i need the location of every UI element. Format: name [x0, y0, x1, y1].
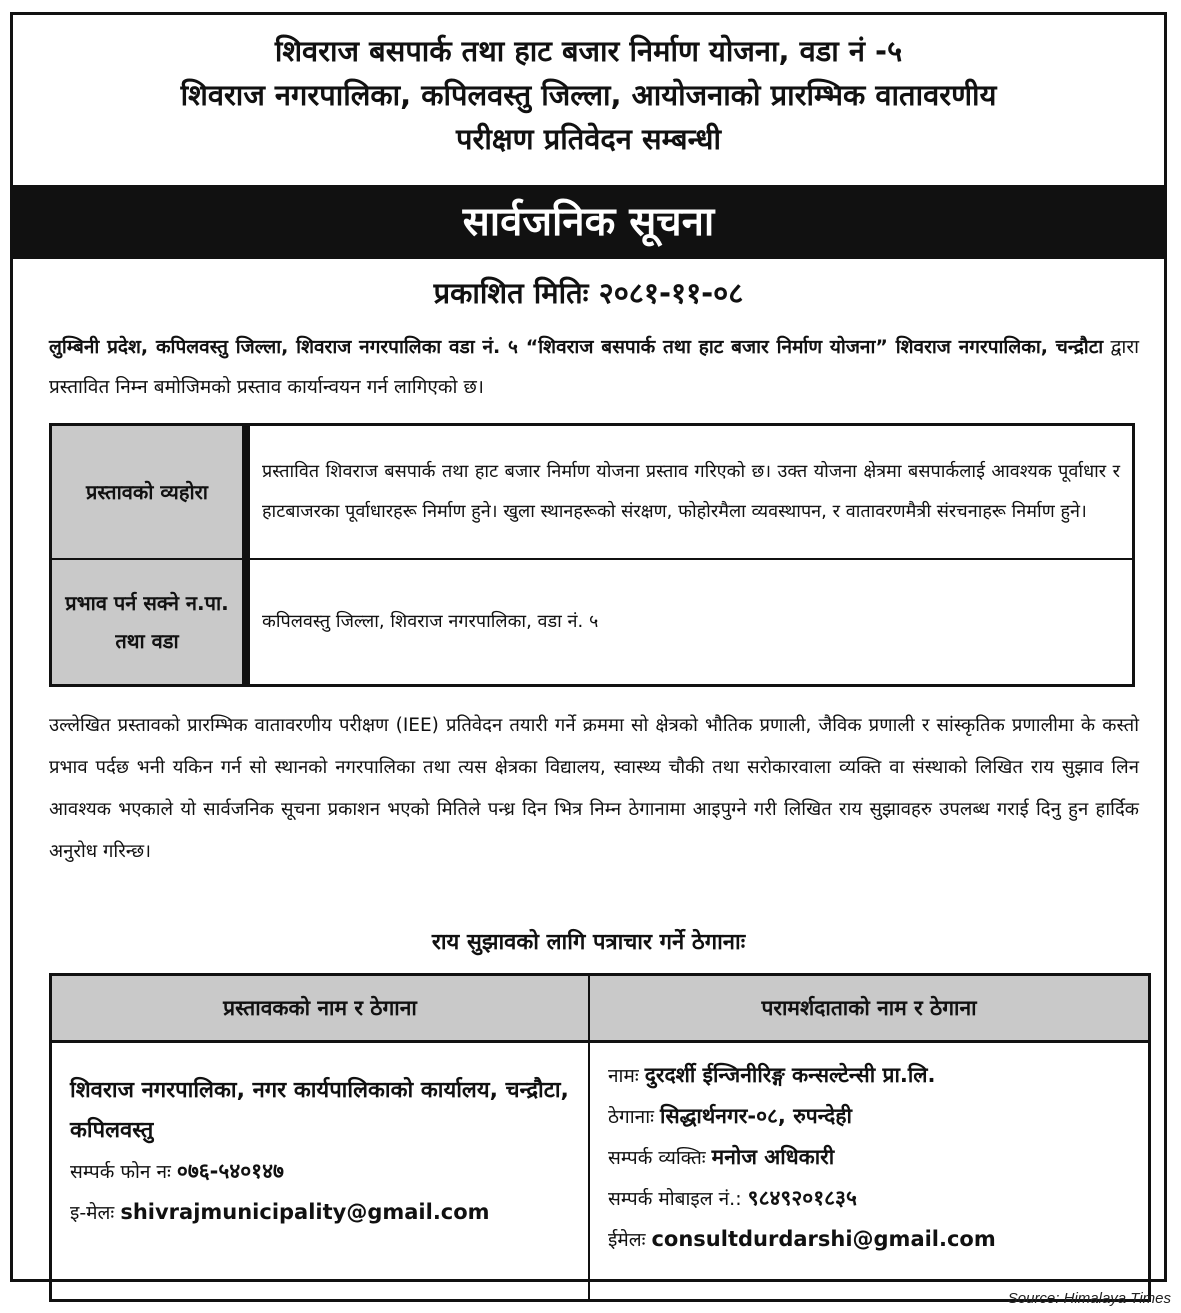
proponent-phone-label: सम्पर्क फोन नः	[70, 1161, 171, 1183]
intro-paragraph	[49, 327, 1139, 407]
consultant-email-label: ईमेलः	[608, 1229, 646, 1251]
contacts-table	[49, 973, 1151, 1302]
consultant-mobile: ९८४९२०१८३५	[747, 1186, 857, 1210]
contacts-header-row	[51, 975, 1150, 1042]
impact-area-value: कपिलवस्तु जिल्ला, शिवराज नगरपालिका, वडा नं. ५	[246, 559, 1134, 686]
proponent-cell	[51, 1042, 590, 1301]
proponent-phone: ०७६-५४०१४७	[176, 1159, 284, 1183]
proponent-email-line	[70, 1192, 570, 1233]
proposal-description: प्रस्तावित शिवराज बसपार्क तथा हाट बजार निर्माण योजना प्रस्ताव गरिएको छ। उक्त योजना क्षेत्रमा बसपार्कलाई आवश्यक पूर्वाधार र हाटबाजरका पूर्वाधारहरू निर्माण हुने। खुला स्थानहरूको संरक्षण, फोहोरमैला व्यवस्थापन, र वातावरणमैत्री संरचनाहरू निर्माण हुने।	[246, 425, 1134, 560]
consultant-header: परामर्शदाताको नाम र ठेगाना	[589, 975, 1150, 1042]
proponent-office: शिवराज नगरपालिका, नगर कार्यपालिकाको कार्यालय, चन्द्रौटा, कपिलवस्तु	[70, 1078, 569, 1143]
consultant-mobile-label: सम्पर्क मोबाइल नं.:	[608, 1188, 742, 1210]
proponent-email-label: इ-मेलः	[70, 1202, 115, 1224]
proponent-phone-line	[70, 1151, 570, 1192]
header-line-1: शिवराज बसपार्क तथा हाट बजार निर्माण योजना, वडा नं -५	[274, 34, 903, 68]
consultant-address-label: ठेगानाः	[608, 1106, 654, 1128]
consultant-address-line	[608, 1096, 1130, 1137]
proponent-email: shivrajmunicipality@gmail.com	[120, 1200, 490, 1224]
notice-banner: सार्वजनिक सूचना	[13, 185, 1164, 259]
intro-lead: लुम्बिनी प्रदेश, कपिलवस्तु जिल्ला, शिवराज नगरपालिका वडा नं. ५ “शिवराज बसपार्क तथा हाट बजार निर्माण योजना” शिवराज नगरपालिका, चन्द्रौटा	[49, 336, 1104, 358]
public-notice	[10, 12, 1167, 1282]
consultant-name-line	[608, 1055, 1130, 1096]
consultant-name-label: नामः	[608, 1065, 639, 1087]
proposal-table	[49, 423, 1135, 687]
consultant-person-line	[608, 1137, 1130, 1178]
intro-rest: द्वारा प्रस्तावित निम्न बमोजिमको प्रस्ताव कार्यान्वयन गर्न लागिएको छ।	[49, 336, 1140, 398]
consultant-person-label: सम्पर्क व्यक्तिः	[608, 1147, 706, 1169]
consultant-name: दुरदर्शी ईन्जिनीरिङ्ग कन्सल्टेन्सी प्रा.लि.	[644, 1063, 936, 1087]
contacts-body-row	[51, 1042, 1150, 1301]
consultant-cell	[589, 1042, 1150, 1301]
published-date: प्रकाशित मितिः २०८१-११-०८	[433, 276, 744, 310]
consultant-email-line	[608, 1219, 1130, 1260]
consultant-email: consultdurdarshi@gmail.com	[651, 1227, 996, 1251]
source-credit: Source: Himalaya Times	[1007, 1290, 1171, 1307]
consultant-address: सिद्धार्थनगर-०८, रुपन्देही	[660, 1104, 852, 1128]
contact-heading: राय सुझावको लागि पत्राचार गर्ने ठेगानाः	[431, 930, 746, 955]
impact-area-label: प्रभाव पर्न सक्ने न.पा. तथा वडा	[51, 559, 247, 686]
table-row	[51, 559, 1134, 686]
header-line-3: परीक्षण प्रतिवेदन सम्बन्धी	[456, 122, 721, 156]
proposal-label: प्रस्तावको व्यहोरा	[51, 425, 247, 560]
notice-header	[13, 15, 1164, 161]
header-line-2: शिवराज नगरपालिका, कपिलवस्तु जिल्ला, आयोजनाको प्रारम्भिक वातावरणीय	[180, 78, 997, 112]
table-row	[51, 425, 1134, 560]
consultant-mobile-line	[608, 1178, 1130, 1219]
body-paragraph: उल्लेखित प्रस्तावको प्रारम्भिक वातावरणीय परीक्षण (IEE) प्रतिवेदन तयारी गर्ने क्रममा सो क्षेत्रको भौतिक प्रणाली, जैविक प्रणाली र सांस्कृतिक प्रणालीमा के कस्तो प्रभाव पर्दछ भनी यकिन गर्न सो स्थानको नगरपालिका तथा त्यस क्षेत्रका विद्यालय, स्वास्थ्य चौकी तथा सरोकारवाला व्यक्ति वा संस्थाको लिखित राय सुझाव लिन आवश्यक भएकाले यो सार्वजनिक सूचना प्रकाशन भएको मितिले पन्ध्र दिन भित्र निम्न ठेगानामा आइपुग्ने गरी लिखित राय सुझावहरु उपलब्ध गराई दिनु हुन हार्दिक अनुरोध गरिन्छ।	[49, 715, 1139, 862]
proponent-header: प्रस्तावकको नाम र ठेगाना	[51, 975, 590, 1042]
consultant-person: मनोज अधिकारी	[711, 1145, 835, 1169]
